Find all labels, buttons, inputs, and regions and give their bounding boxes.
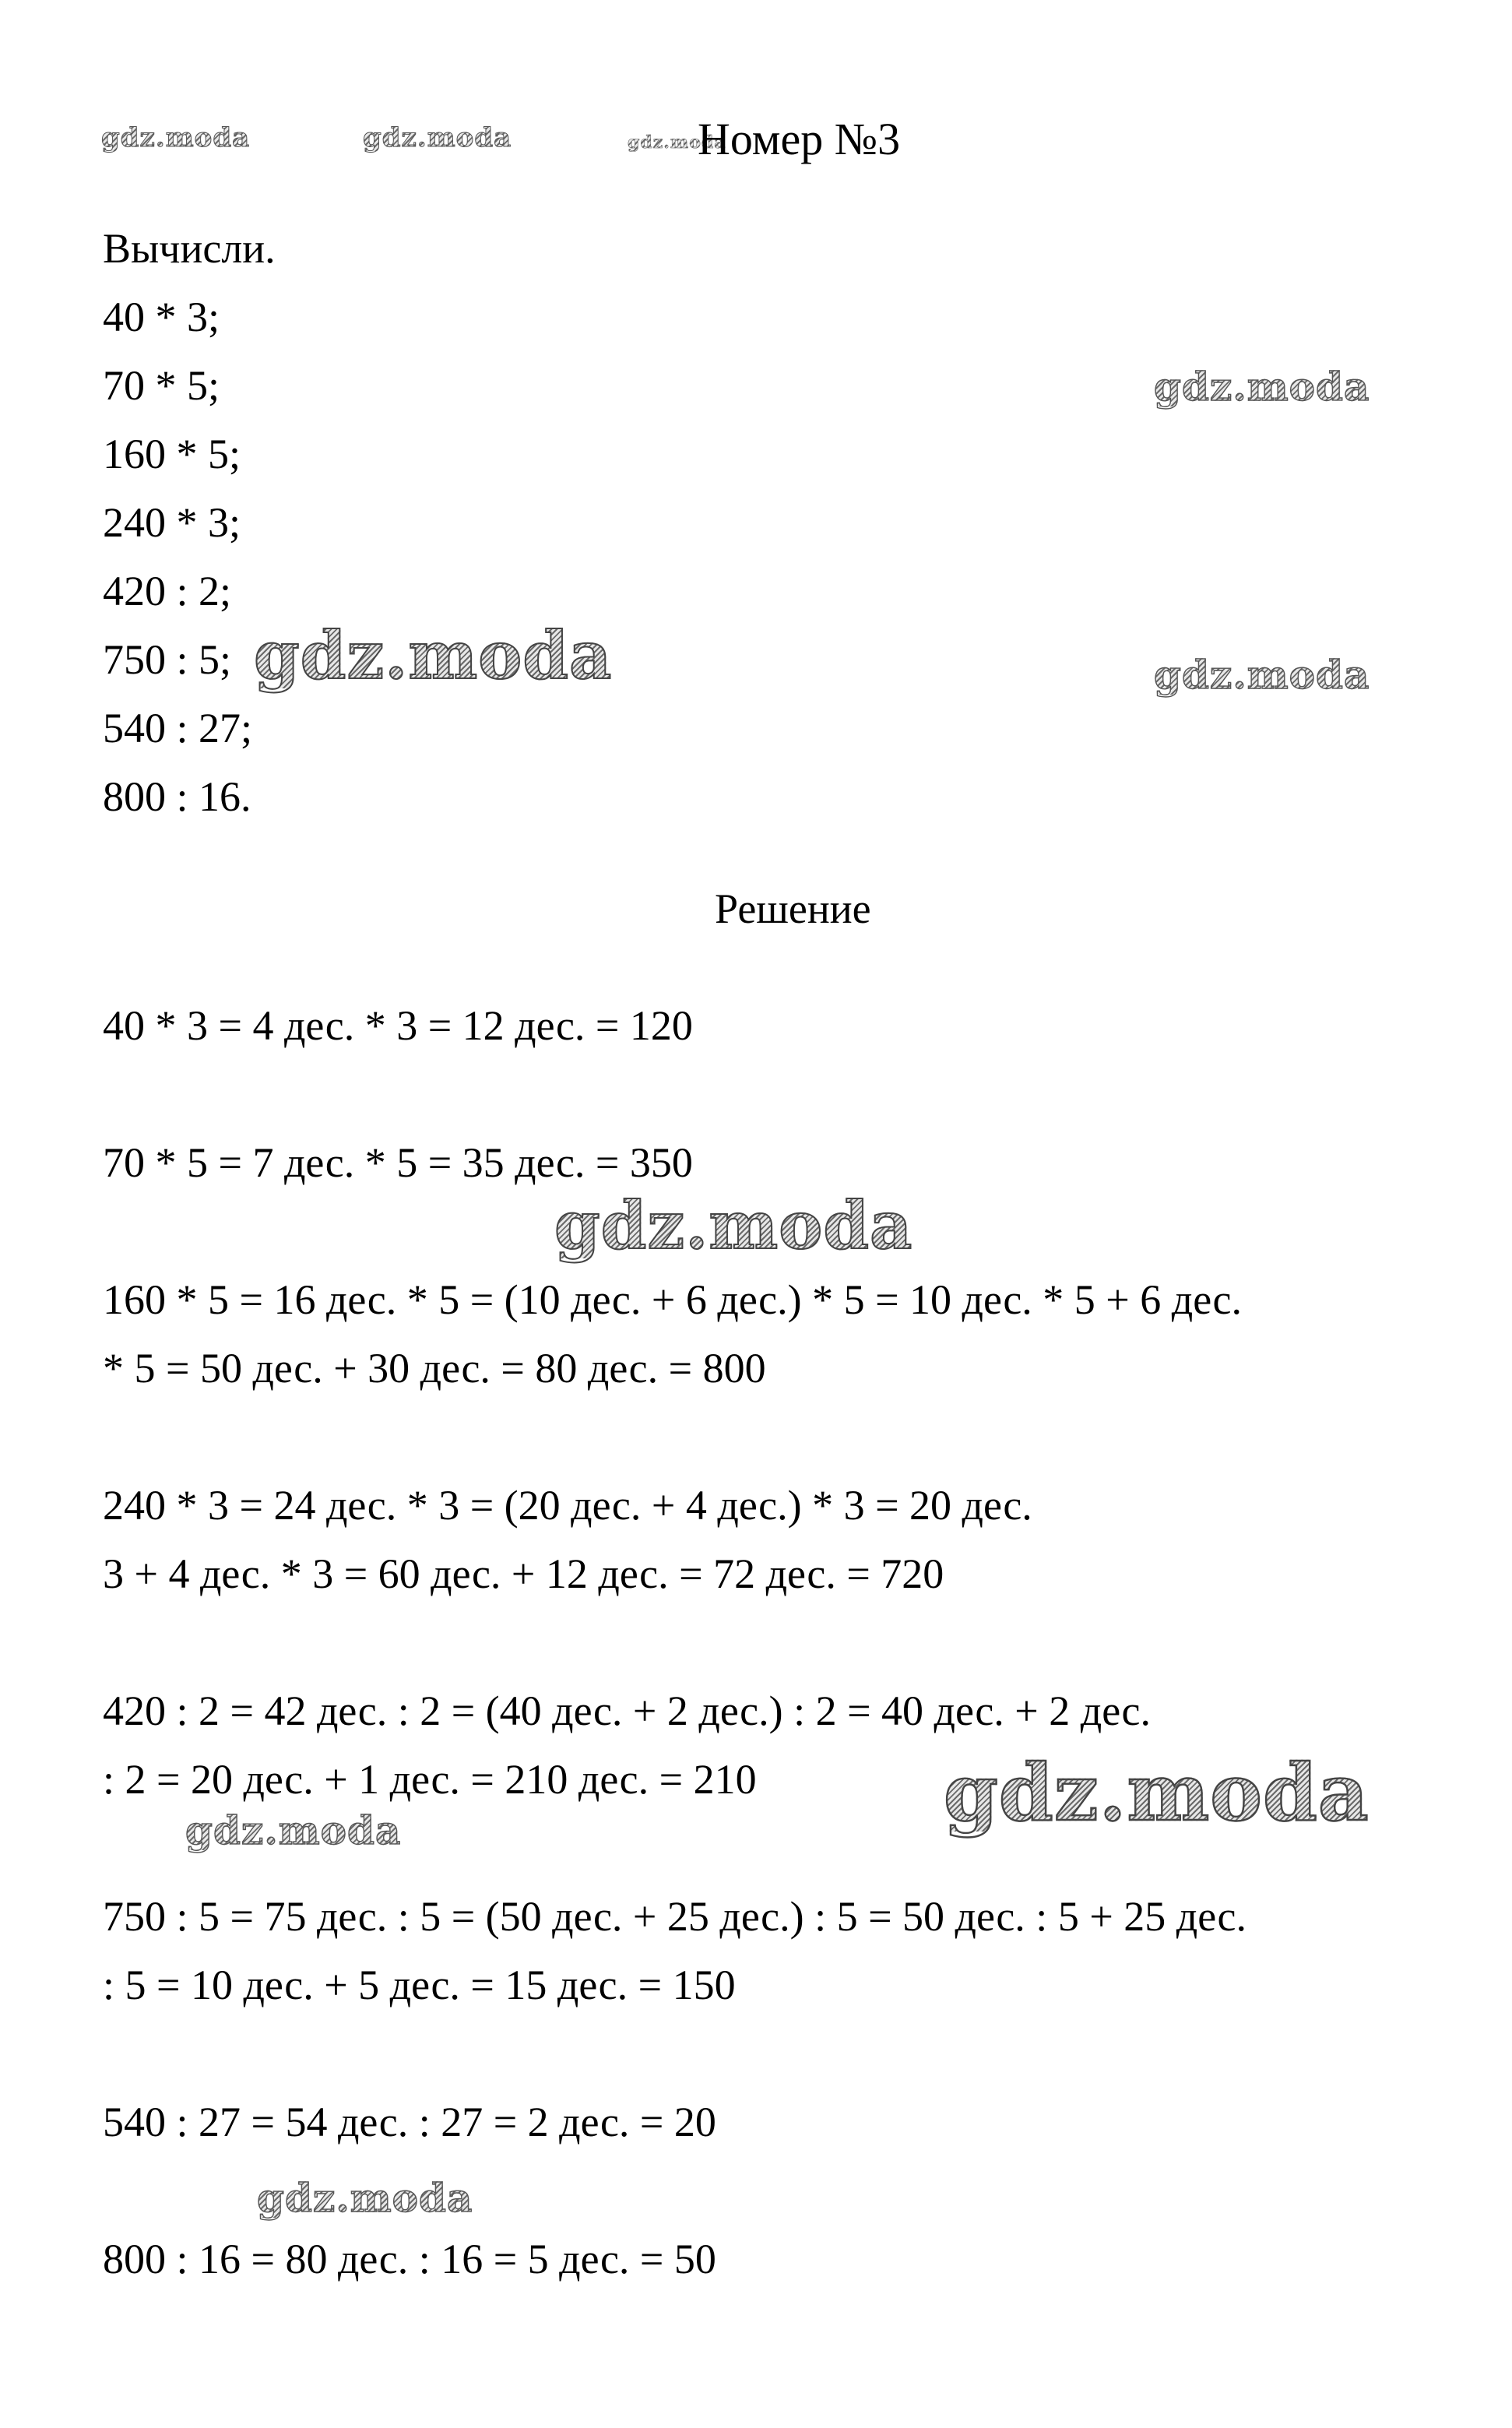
watermark: gdz.moda	[1154, 652, 1370, 698]
solution-line: 40 * 3 = 4 дес. * 3 = 12 дес. = 120	[103, 1002, 693, 1049]
solution-line: 800 : 16 = 80 дес. : 16 = 5 дес. = 50	[103, 2236, 716, 2282]
solution-line: : 5 = 10 дес. + 5 дес. = 15 дес. = 150	[103, 1962, 736, 2008]
watermark: gdz.moda	[628, 132, 726, 153]
task-line: 750 : 5;	[103, 636, 232, 683]
solution-line: 540 : 27 = 54 дес. : 27 = 2 дес. = 20	[103, 2099, 716, 2145]
watermark: gdz.moda	[1154, 364, 1370, 410]
watermark: gdz.moda	[254, 617, 613, 694]
page-title: Номер №3	[698, 114, 901, 164]
task-line: 800 : 16.	[103, 773, 251, 820]
task-line: 40 * 3;	[103, 294, 220, 340]
task-line: 540 : 27;	[103, 705, 253, 751]
watermark: gdz.moda	[257, 2175, 473, 2221]
watermark: gdz.moda	[944, 1747, 1370, 1839]
solution-line: 70 * 5 = 7 дес. * 5 = 35 дес. = 350	[103, 1139, 693, 1186]
task-line: 240 * 3;	[103, 499, 241, 546]
solution-heading: Решение	[715, 885, 871, 932]
task-line: 420 : 2;	[103, 568, 232, 614]
watermark: gdz.moda	[185, 1807, 402, 1853]
watermark: gdz.moda	[101, 122, 251, 153]
task-prompt: Вычисли.	[103, 225, 276, 272]
watermark: gdz.moda	[554, 1187, 913, 1264]
watermark: gdz.moda	[363, 122, 512, 153]
solution-line: 240 * 3 = 24 дес. * 3 = (20 дес. + 4 дес.) * 3 = 20 дес.	[103, 1482, 1032, 1529]
task-line: 70 * 5;	[103, 362, 220, 409]
solution-line: * 5 = 50 дес. + 30 дес. = 80 дес. = 800	[103, 1345, 766, 1392]
solution-line: 160 * 5 = 16 дес. * 5 = (10 дес. + 6 дес.) * 5 = 10 дес. * 5 + 6 дес.	[103, 1276, 1243, 1323]
task-line: 160 * 5;	[103, 431, 241, 477]
solution-line: 750 : 5 = 75 дес. : 5 = (50 дес. + 25 дес.) : 5 = 50 дес. : 5 + 25 дес.	[103, 1893, 1247, 1940]
solution-line: : 2 = 20 дес. + 1 дес. = 210 дес. = 210	[103, 1756, 757, 1803]
solution-line: 3 + 4 дес. * 3 = 60 дес. + 12 дес. = 72 дес. = 720	[103, 1550, 944, 1597]
solution-line: 420 : 2 = 42 дес. : 2 = (40 дес. + 2 дес.) : 2 = 40 дес. + 2 дес.	[103, 1687, 1152, 1734]
